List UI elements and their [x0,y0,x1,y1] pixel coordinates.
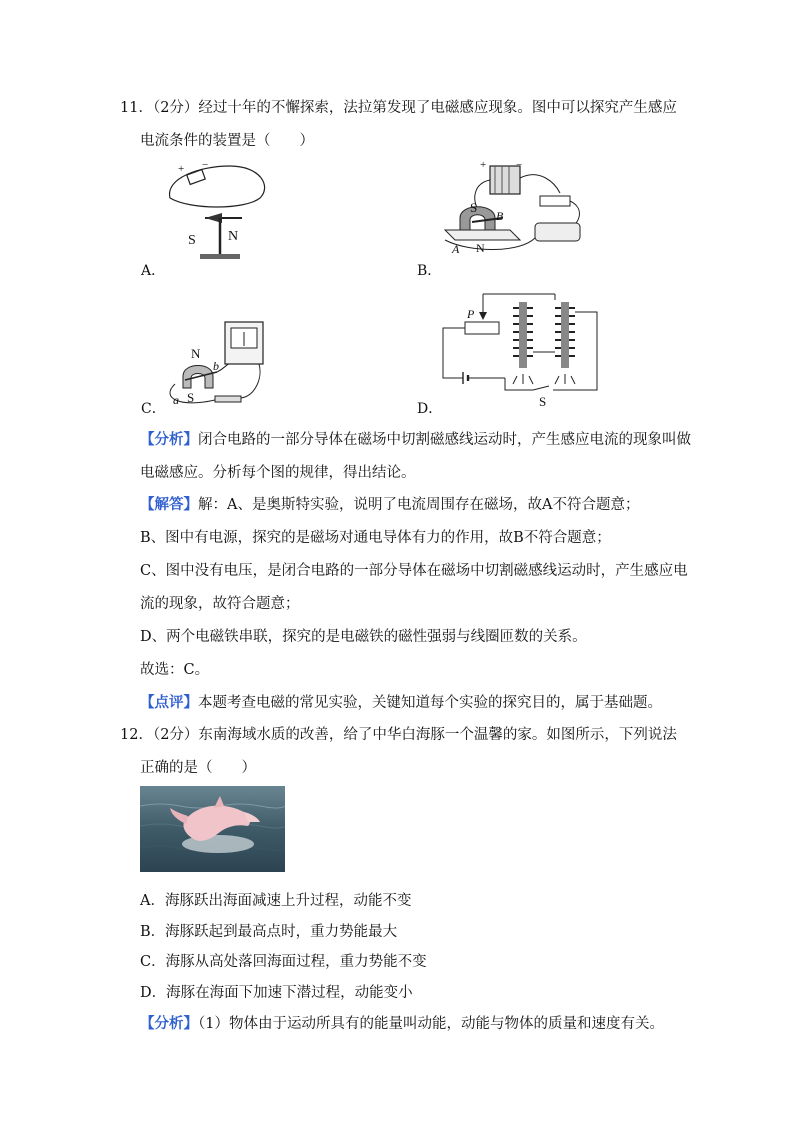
analysis-tag: 【分析】 [140,431,198,448]
q11-analysis-line1 [140,430,691,450]
fig-d-p: P [467,307,475,321]
q11-answer-line6: 故选：C。 [140,662,210,678]
fig-c-a: a [173,393,179,407]
fig-d-s: S [539,394,547,409]
q11-stem-line2: 电流条件的装置是（ ） [140,133,314,149]
q11-option-c-label: C． [141,401,166,417]
dolphin-photo [140,786,285,872]
q11-option-a-label: A． [141,263,166,279]
fig-b-minus: − [516,159,523,171]
q12-option-d: D．海豚在海面下加速下潜过程，动能变小 [140,985,413,1001]
q11-comment-line [140,693,662,713]
fig-b-s: S [470,200,478,215]
q11-stem-line1: 11．（2分）经过十年的不懈探索，法拉第发现了电磁感应现象。图中可以探究产生感应 [120,100,677,116]
q11-answer-line3: C、图中没有电压，是闭合电路的一部分导体在磁场中切割磁感线运动时，产生感应电 [140,563,688,579]
fig-b-plus: + [480,159,487,171]
q11-option-b-label: B． [417,263,442,279]
fig-b-b: B [496,209,504,223]
q11-analysis-line2: 电磁感应。分析每个图的规律，得出结论。 [140,465,416,481]
q12-option-a: A．海豚跃出海面减速上升过程，动能不变 [140,893,412,909]
figure-a-oersted [160,158,280,266]
q12-analysis-text: （1）物体由于运动所具有的能量叫动能，动能与物体的质量和速度有关。 [198,1016,664,1032]
figure-c-induction [155,318,275,408]
q11-answer-line1 [140,495,639,515]
q11-answer-line2: B、图中有电源，探究的是磁场对通电导体有力的作用，故B不符合题意； [140,530,611,546]
figure-b-motor [440,158,600,266]
q11-option-d-label: D． [417,401,443,417]
fig-c-s: S [187,390,195,405]
figure-d-electromagnets [435,290,605,410]
fig-a-minus: − [202,159,209,171]
q12-option-b: B．海豚跃起到最高点时，重力势能最大 [140,924,398,940]
analysis-text: 闭合电路的一部分导体在磁场中切割磁感线运动时，产生感应电流的现象叫做 [198,432,691,448]
q12-analysis-tag: 【分析】 [140,1015,198,1032]
fig-c-n: N [191,346,201,361]
fig-a-plus: + [178,163,185,175]
answer-text: 解：A、是奥斯特实验，说明了电流周围存在磁场，故A不符合题意； [198,497,640,513]
fig-b-a: A [452,242,460,256]
comment-text: 本题考查电磁的常见实验，关键知道每个实验的探究目的，属于基础题。 [198,695,662,711]
fig-a-s: S [188,233,196,248]
q12-stem-line2: 正确的是（ ） [140,760,256,776]
fig-a-n: N [228,229,239,244]
q12-option-c: C．海豚从高处落回海面过程，重力势能不变 [140,954,427,970]
fig-b-n: N [476,241,485,255]
q12-analysis-line1 [140,1014,664,1034]
q12-stem-line1: 12．（2分）东南海域水质的改善，给了中华白海豚一个温馨的家。如图所示，下列说法 [120,727,677,743]
q11-answer-line4: 流的现象，故符合题意； [140,596,300,612]
answer-tag: 【解答】 [140,496,198,513]
comment-tag: 【点评】 [140,694,198,711]
fig-c-b: b [213,359,219,373]
q11-answer-line5: D、两个电磁铁串联，探究的是电磁铁的磁性强弱与线圈匝数的关系。 [140,629,587,645]
